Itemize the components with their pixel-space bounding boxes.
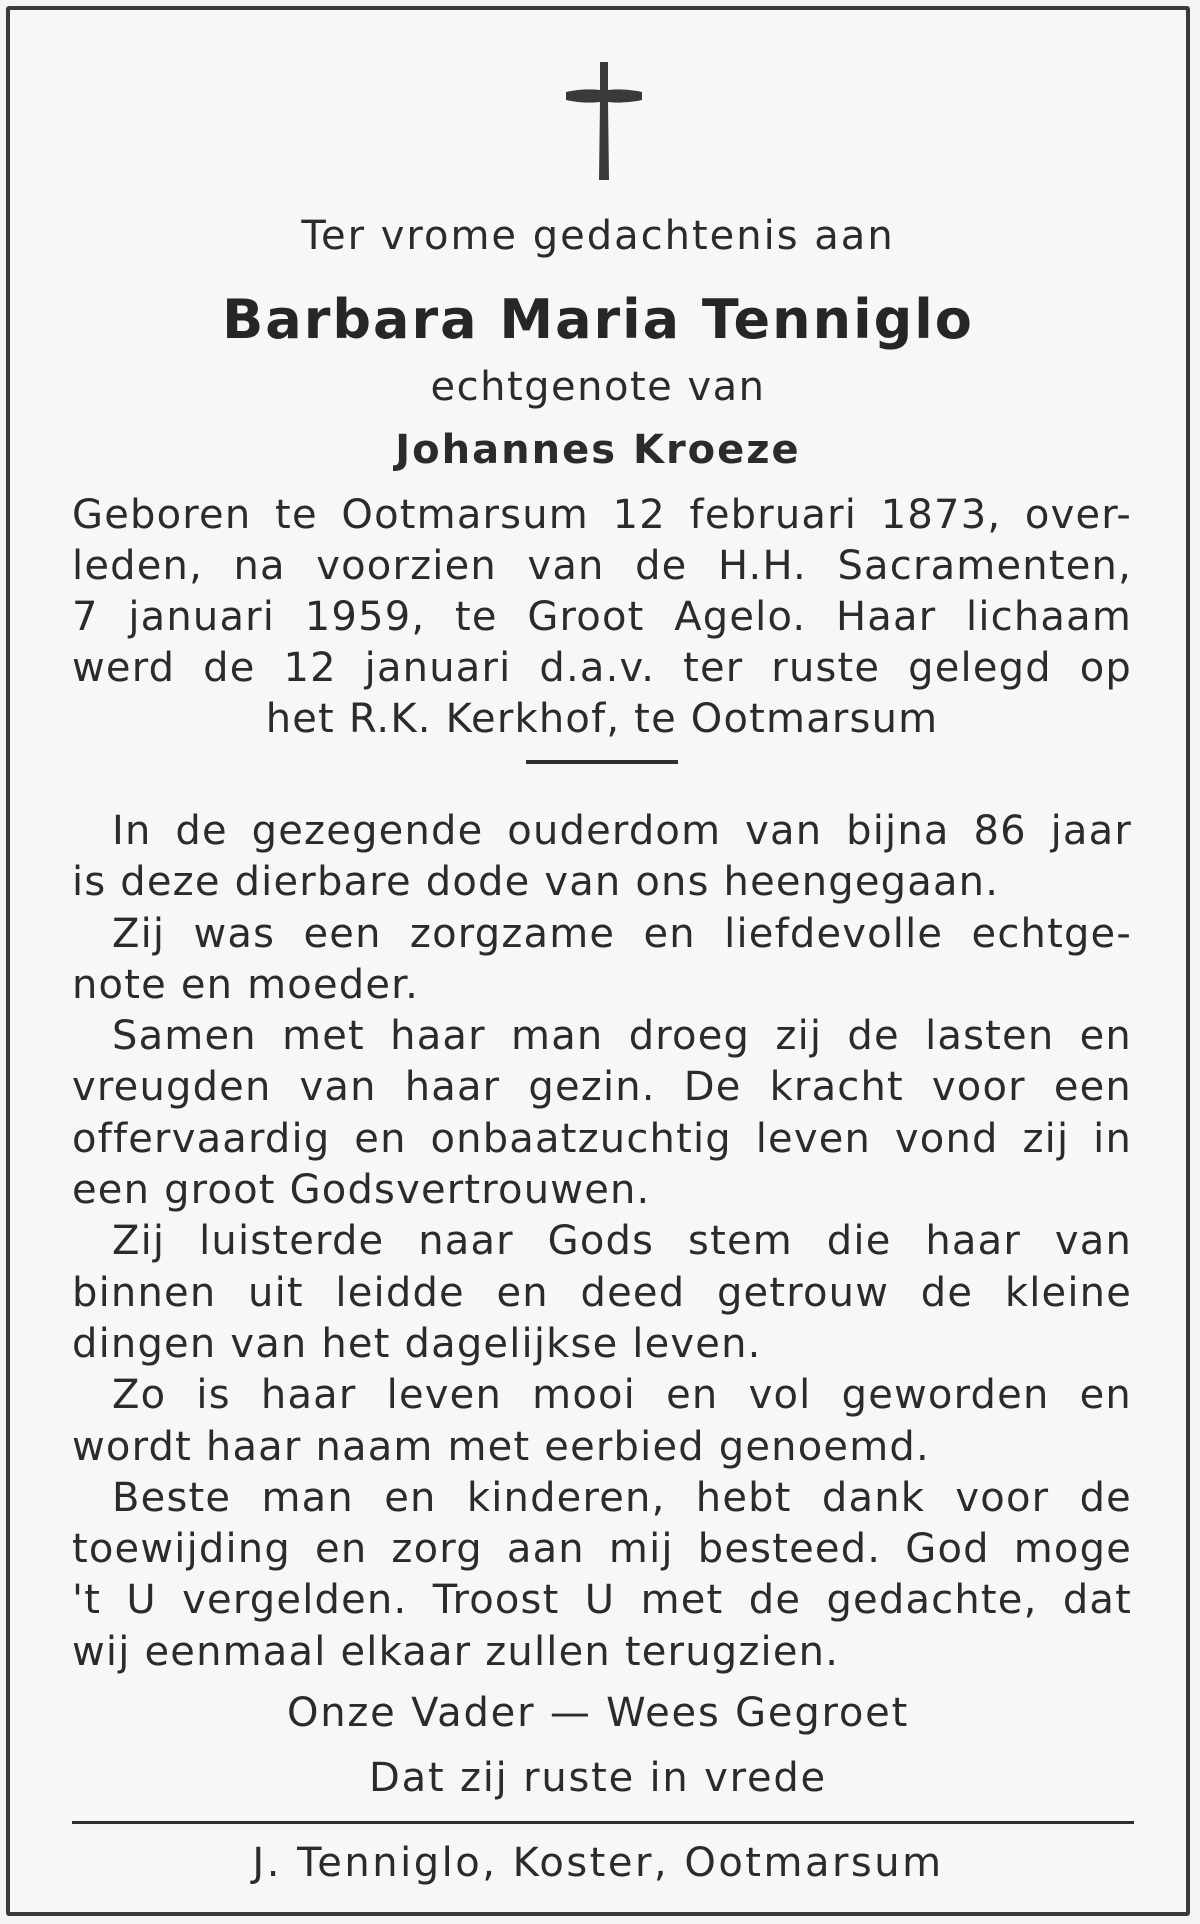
biography-line: Geboren te Ootmarsum 12 februari 1873, over-	[72, 492, 1132, 538]
memorial-line: toewijding en zorg aan mij besteed. God moge	[72, 1526, 1132, 1573]
memorial-line: dingen van het dagelijkse leven.	[72, 1320, 762, 1367]
biography-line: werd de 12 januari d.a.v. ter ruste gelegd op	[72, 645, 1132, 691]
memorial-line: Beste man en kinderen, hebt dank voor de	[112, 1474, 1132, 1521]
memorial-line: In de gezegende ouderdom van bijna 86 jaar	[112, 808, 1132, 854]
biography-line: 7 januari 1959, te Groot Agelo. Haar lichaam	[72, 594, 1132, 640]
memorial-line: is deze dierbare dode van ons heengegaan.	[72, 859, 1000, 906]
deceased-name: Barbara Maria Tenniglo	[222, 288, 974, 351]
short-divider	[526, 760, 678, 764]
printer-line: J. Tenniglo, Koster, Ootmarsum	[252, 1840, 944, 1886]
memorial-line: wordt haar naam met eerbied genoemd.	[72, 1423, 930, 1470]
biography	[72, 490, 1132, 745]
memorial-line: Zij luisterde naar Gods stem die haar van	[112, 1218, 1132, 1265]
latin-cross-icon	[564, 62, 644, 182]
memorial-text	[72, 806, 1132, 1678]
spouse-name: Johannes Kroeze	[395, 427, 801, 473]
intro-line: Ter vrome gedachtenis aan	[301, 213, 895, 259]
memorial-line: Zij was een zorgzame en liefdevolle echtge-	[112, 910, 1132, 957]
relation-line: echtgenote van	[430, 364, 766, 410]
memorial-line: een groot Godsvertrouwen.	[72, 1167, 651, 1214]
footer-divider	[72, 1821, 1134, 1824]
memorial-line: binnen uit leidde en deed getrouw de kleine	[72, 1269, 1132, 1316]
memorial-line: vreugden van haar gezin. De kracht voor een	[72, 1064, 1132, 1111]
biography-line: leden, na voorzien van de H.H. Sacramenten,	[72, 543, 1132, 589]
memorial-line: Zo is haar leven mooi en vol geworden en	[112, 1372, 1132, 1419]
rest-in-peace-line: Dat zij ruste in vrede	[369, 1755, 827, 1801]
memorial-line: note en moeder.	[72, 961, 420, 1008]
memorial-card	[6, 6, 1190, 1916]
biography-line: het R.K. Kerkhof, te Ootmarsum	[265, 696, 939, 742]
memorial-line: Samen met haar man droeg zij de lasten en	[112, 1013, 1132, 1060]
memorial-line: wij eenmaal elkaar zullen terugzien.	[72, 1628, 840, 1675]
memorial-line: 't U vergelden. Troost U met de gedachte, dat	[72, 1577, 1132, 1624]
prayers-line: Onze Vader — Wees Gegroet	[286, 1690, 910, 1736]
memorial-line: offervaardig en onbaatzuchtig leven vond zij in	[72, 1115, 1132, 1162]
